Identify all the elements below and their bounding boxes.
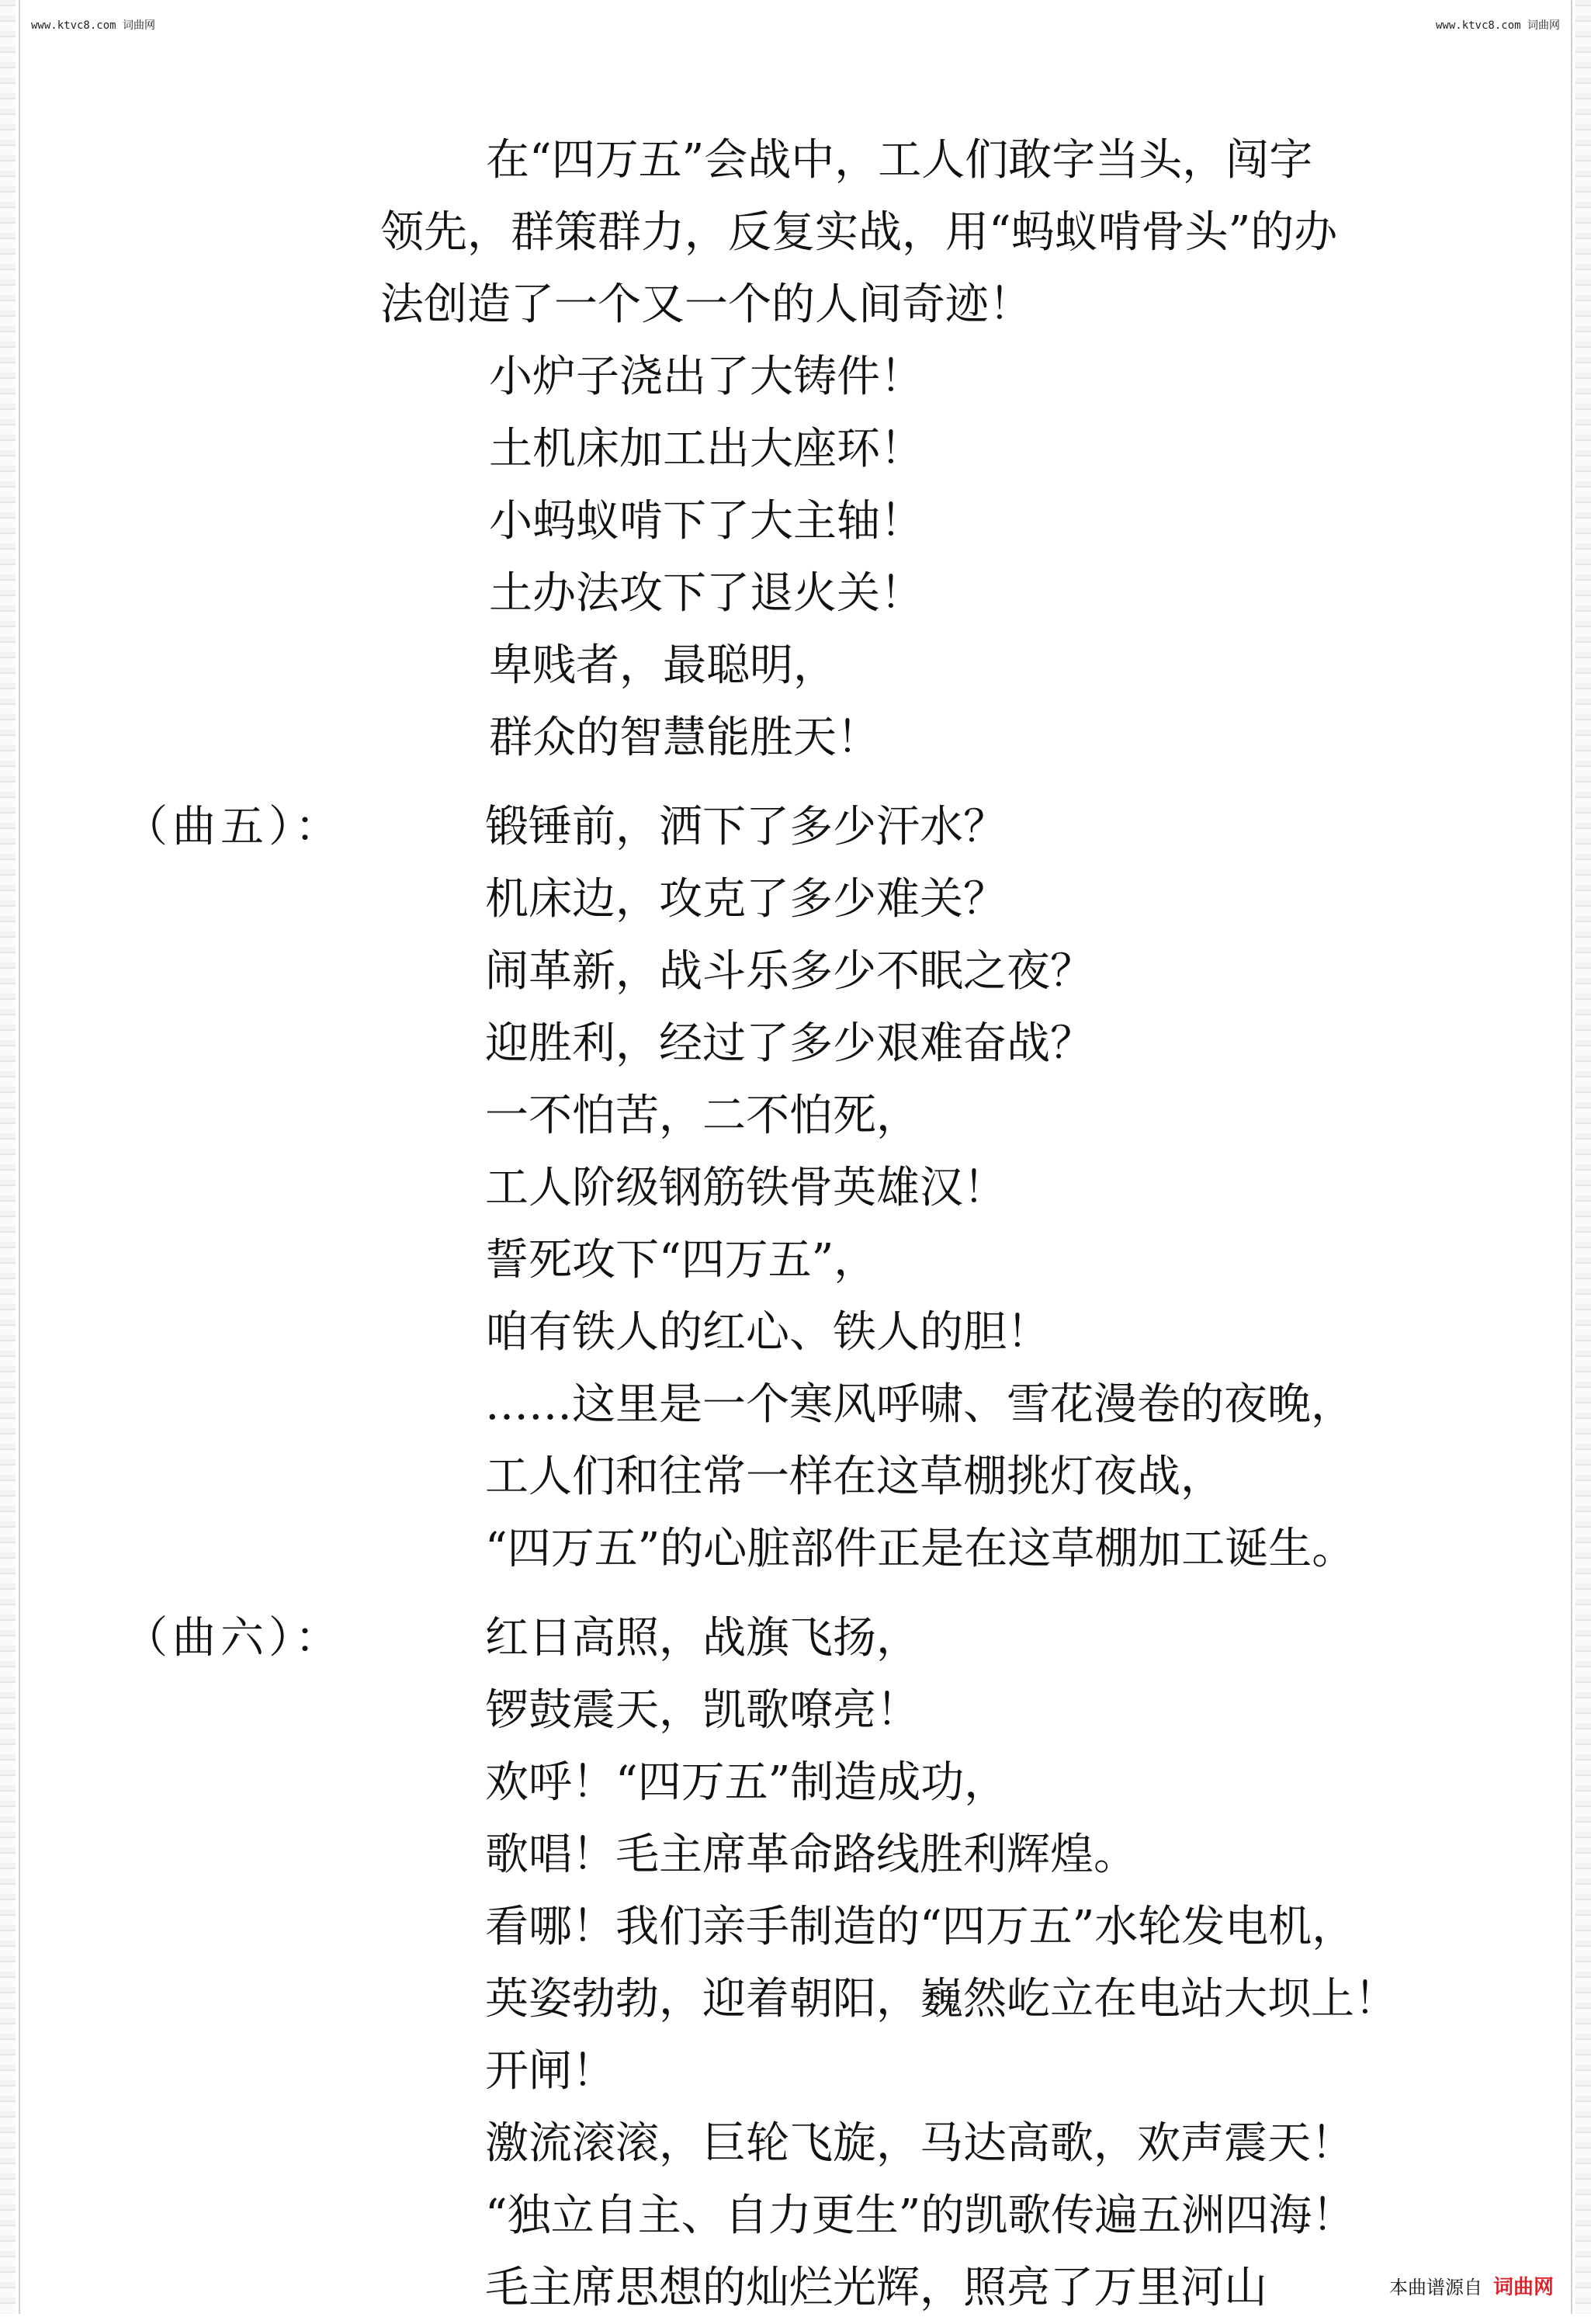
lyric-line: 机床边，攻克了多少难关？ [485,874,1007,924]
lyric-line: 誓死攻下“四万五”， [485,1235,878,1285]
lyric-line: 工人们和往常一样在这草棚挑灯夜战， [485,1452,1224,1502]
source-brand-footer[interactable] [1383,2267,1560,2305]
lyric-line: 看哪！我们亲手制造的“四万五”水轮发电机， [485,1902,1356,1952]
lyric-line: “独立自主、自力更生”的凯歌传遍五洲四海！ [485,2190,1356,2241]
section-qu-liu [124,1602,1490,2324]
verse-line: 小蚂蚁啃下了大主轴！ [489,496,924,546]
intro-line: 领先，群策群力，反复实战，用“蚂蚁啃骨头”的办 [380,207,1338,258]
lyric-line: 锣鼓震天，凯歌嘹亮！ [485,1685,920,1736]
brand-logo[interactable]: 词曲网 [1492,2276,1554,2299]
intro-line: 法创造了一个又一个的人间奇迹！ [380,279,1032,330]
lyric-line: 红日高照，战旗飞扬， [485,1613,920,1663]
verse-line: 土机床加工出大座环！ [489,424,924,474]
lyric-line: 闹革新，战斗乐多少不眠之夜？ [485,946,1094,997]
lyric-line: 锻锤前，洒下了多少汗水？ [485,802,1007,852]
left-margin-line [19,0,20,2314]
lyric-line: ……这里是一个寒风呼啸、雪花漫卷的夜晚， [485,1379,1354,1430]
intro-verses [124,341,1490,774]
section-label: （曲五）： [124,802,343,852]
site-watermark-left: www.ktvc8.com 词曲网 [31,19,156,32]
section-body [485,791,1490,1585]
section-label: （曲六）： [124,1613,343,1663]
verse-line: 小炉子浇出了大铸件！ [489,352,924,402]
intro-line: 在“四万五”会战中，工人们敢字当头，闯字 [486,135,1313,186]
lyric-line: 工人阶级钢筋铁骨英雄汉！ [485,1163,1007,1213]
verse-line: 群众的智慧能胜天！ [489,713,880,763]
verse-line: 卑贱者，最聪明， [489,640,837,691]
lyric-line: 英姿勃勃，迎着朝阳，巍然屹立在电站大坝上！ [485,1974,1398,2024]
lyric-line: 毛主席思想的灿烂光辉，照亮了万里河山 [485,2263,1267,2313]
lyric-line: 迎胜利，经过了多少艰难奋战？ [485,1018,1094,1069]
lyric-line: 歌唱！毛主席革命路线胜利辉煌。 [485,1830,1137,1880]
verse-line: 土办法攻下了退火关！ [489,568,924,619]
lyric-line: 欢呼！“四万五”制造成功， [485,1757,1008,1808]
lyric-line: “四万五”的心脏部件正是在这草棚加工诞生。 [485,1524,1356,1574]
site-watermark-right: www.ktvc8.com 词曲网 [1435,19,1560,32]
lyrics-document [124,124,1490,2324]
lyric-line: 一不怕苦，二不怕死， [485,1091,920,1141]
section-body [485,1602,1490,2324]
lyric-line: 激流滚滚，巨轮飞旋，马达高歌，欢声震天！ [485,2118,1354,2169]
section-qu-wu [124,791,1490,1585]
lyric-line: 咱有铁人的红心、铁人的胆！ [485,1307,1050,1358]
right-margin-line [1571,0,1572,2314]
intro-paragraph [380,124,1490,341]
source-text: 本曲谱源自 [1388,2277,1482,2298]
left-decorative-strip [0,0,16,2314]
right-decorative-strip [1575,0,1591,2314]
lyric-line: 开闸！ [485,2046,615,2097]
